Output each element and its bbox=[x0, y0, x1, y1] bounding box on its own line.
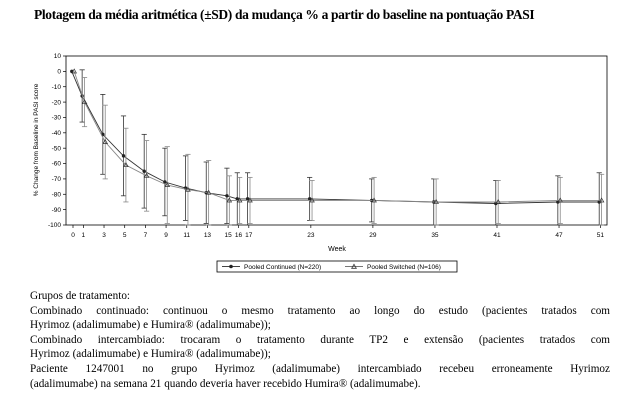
notes-line-2: Hyrimoz (adalimumabe) e Humira® (adalimumabe)); bbox=[30, 319, 271, 332]
series-layer bbox=[70, 69, 604, 225]
data-point-continued bbox=[225, 194, 228, 197]
x-tick-label: 5 bbox=[122, 232, 127, 239]
y-tick-label: -80 bbox=[51, 191, 61, 199]
x-tick-label: 47 bbox=[555, 232, 563, 239]
y-tick-label: 10 bbox=[53, 53, 61, 61]
notes-heading: Grupos de tratamento: bbox=[30, 290, 131, 302]
x-tick-label: 41 bbox=[493, 232, 501, 239]
legend bbox=[217, 261, 457, 272]
x-tick-label: 13 bbox=[203, 232, 212, 239]
legend-label-continued: Pooled Continued (N=220) bbox=[244, 264, 322, 271]
x-axis-label: Week bbox=[328, 246, 346, 253]
y-tick-label: -70 bbox=[51, 176, 61, 184]
y-tick-label: -50 bbox=[51, 145, 61, 153]
x-tick-label: 1 bbox=[81, 232, 86, 239]
x-axis bbox=[71, 225, 604, 239]
y-axis bbox=[48, 53, 66, 229]
x-tick-label: 7 bbox=[143, 232, 148, 239]
notes-line-6: (adalimumabe) na semana 21 quando deveria haver recebido Humira® (adalimumabe). bbox=[30, 377, 421, 390]
y-tick-label: -100 bbox=[47, 222, 61, 230]
notes-line-3: Combinado intercambiado: trocaram o tratamento durante TP2 e extensão (pacientes tratados com bbox=[30, 333, 610, 346]
x-tick-label: 51 bbox=[596, 232, 605, 239]
treatment-groups-notes bbox=[30, 289, 610, 391]
notes-line-1: Combinado continuado: continuou o mesmo tratamento ao longo do estudo (pacientes tratados com bbox=[30, 304, 610, 317]
y-tick-label: -40 bbox=[51, 130, 61, 138]
x-tick-label: 35 bbox=[431, 232, 439, 239]
x-tick-label: 16 bbox=[234, 232, 243, 239]
x-tick-label: 23 bbox=[307, 232, 315, 239]
chart-title: Plotagem da média aritmética (±SD) da mudança % a partir do baseline na pontuação PASI bbox=[34, 7, 535, 22]
y-tick-label: -30 bbox=[51, 114, 61, 122]
series-line-switched bbox=[74, 71, 601, 202]
data-point-continued bbox=[122, 154, 125, 157]
x-tick-label: 0 bbox=[71, 232, 75, 239]
y-tick-label: -20 bbox=[51, 99, 61, 107]
y-tick-label: -90 bbox=[51, 206, 61, 214]
x-tick-label: 9 bbox=[164, 232, 168, 239]
series-line-continued bbox=[72, 71, 599, 203]
y-tick-label: -10 bbox=[51, 83, 61, 91]
data-point-continued bbox=[142, 170, 145, 173]
x-tick-label: 15 bbox=[224, 232, 232, 239]
x-tick-label: 17 bbox=[245, 232, 253, 239]
y-axis-label: % Change from Baseline in PASI score bbox=[33, 83, 40, 197]
x-tick-label: 3 bbox=[102, 232, 106, 239]
notes-line-4: Hyrimoz (adalimumabe) e Humira® (adalimumabe)); bbox=[30, 348, 271, 361]
x-tick-label: 11 bbox=[183, 232, 191, 239]
legend-marker-continued bbox=[229, 265, 233, 269]
legend-label-switched: Pooled Switched (N=106) bbox=[367, 264, 441, 271]
x-tick-label: 29 bbox=[369, 232, 377, 239]
y-tick-label: 0 bbox=[57, 68, 61, 76]
notes-line-5: Paciente 1247001 no grupo Hyrimoz (adalimumabe) intercambiado recebeu erroneamente Hyrimoz bbox=[30, 362, 610, 375]
y-tick-label: -60 bbox=[51, 160, 61, 168]
